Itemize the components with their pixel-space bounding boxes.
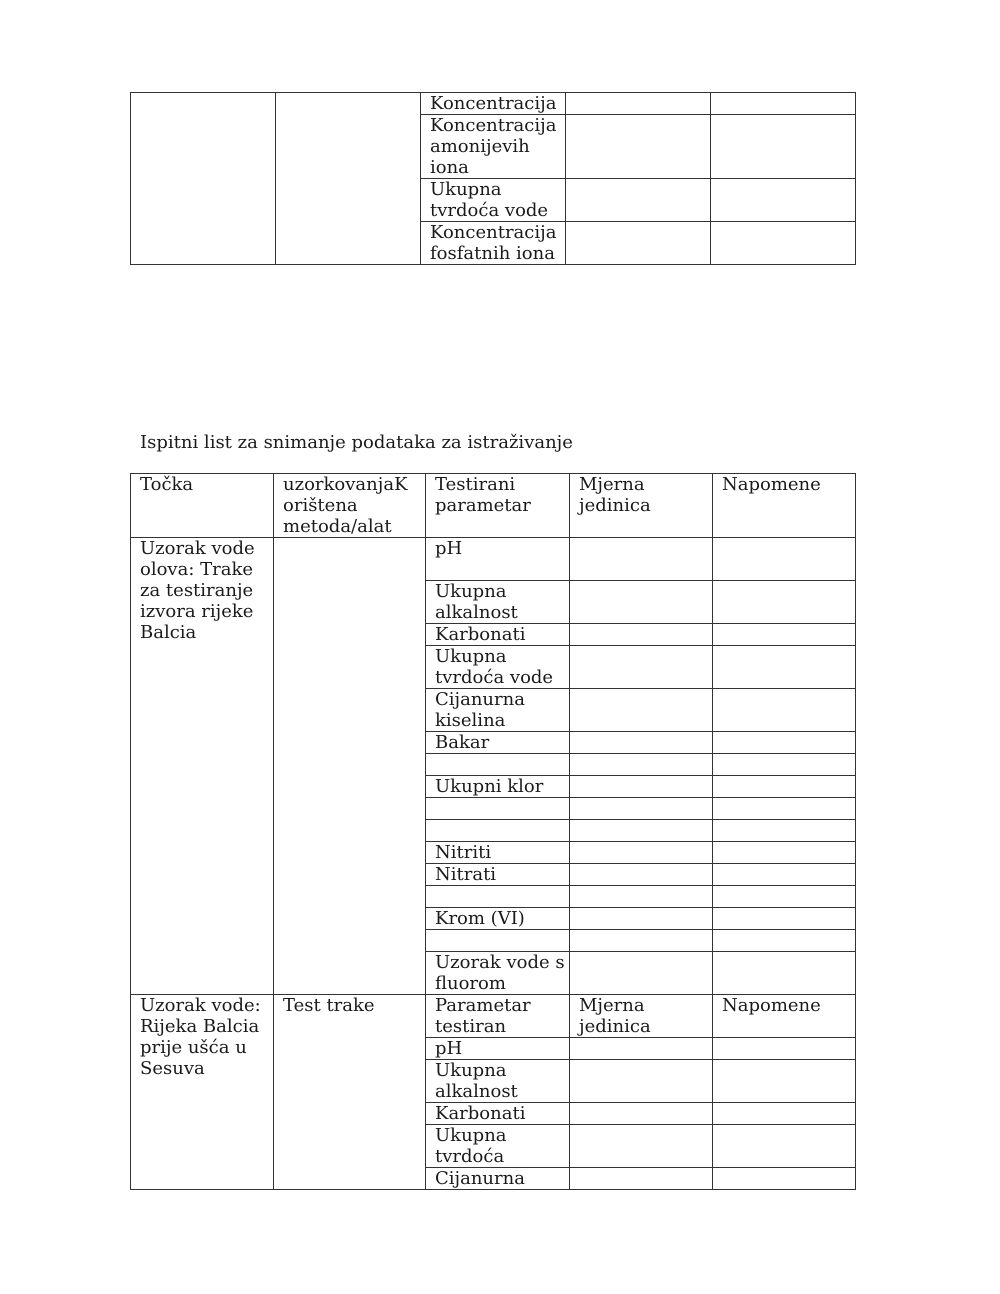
table-cell [570, 646, 713, 689]
sample-point-cell: Uzorak vode olova: Trake za testiranje izvora rijeke Balcia [131, 538, 274, 995]
table-cell [566, 115, 711, 179]
table-cell [713, 1060, 856, 1103]
parameter-cell: Ukupna alkalnost [426, 581, 570, 624]
table-cell [570, 624, 713, 646]
section-title: Ispitni list za snimanje podataka za istraživanje [140, 432, 573, 453]
table-cell [570, 1125, 713, 1168]
table-cell [711, 222, 856, 265]
parameter-cell: Nitriti [426, 842, 570, 864]
column-header: Napomene [713, 474, 856, 538]
table-row [131, 538, 856, 581]
parameter-cell [426, 798, 570, 820]
table-cell [713, 908, 856, 930]
column-header: Točka [131, 474, 274, 538]
column-header: Testirani parametar [426, 474, 570, 538]
table-cell [713, 820, 856, 842]
subheader-cell: Parametar testiran [426, 995, 570, 1038]
table-cell [566, 222, 711, 265]
parameter-cell: Bakar [426, 732, 570, 754]
table-cell [711, 115, 856, 179]
parameter-cell [426, 886, 570, 908]
table-cell [713, 798, 856, 820]
table-cell [570, 1103, 713, 1125]
table-top [130, 92, 856, 265]
table-cell [713, 689, 856, 732]
parameter-cell: Ukupna tvrdoća [426, 1125, 570, 1168]
table-cell [570, 1060, 713, 1103]
table-cell [570, 930, 713, 952]
table-cell [713, 864, 856, 886]
table-cell [570, 1038, 713, 1060]
table-cell [570, 886, 713, 908]
parameter-cell: Nitrati [426, 864, 570, 886]
sample-point-cell: Uzorak vode: Rijeka Balcia prije ušća u Sesuva [131, 995, 274, 1190]
column-header: Mjerna jedinica [570, 474, 713, 538]
table-cell [566, 179, 711, 222]
parameter-cell: pH [426, 1038, 570, 1060]
table-cell [570, 581, 713, 624]
table-cell: Ukupna tvrdoća vode [421, 179, 566, 222]
method-cell [274, 538, 426, 995]
column-header: uzorkovanjaK orištena metoda/alat [274, 474, 426, 538]
table-cell [276, 93, 421, 265]
table-row [131, 93, 856, 115]
table-cell [131, 93, 276, 265]
parameter-cell: pH [426, 538, 570, 581]
table-cell [570, 776, 713, 798]
table-cell [570, 754, 713, 776]
table-cell [713, 624, 856, 646]
table-cell [570, 842, 713, 864]
table-cell [713, 776, 856, 798]
table-cell [566, 93, 711, 115]
table-cell: Koncentracija amonijevih iona [421, 115, 566, 179]
parameter-cell [426, 930, 570, 952]
parameter-cell [426, 754, 570, 776]
table-cell [713, 1103, 856, 1125]
parameter-cell: Ukupna tvrdoća vode [426, 646, 570, 689]
table-cell [713, 1168, 856, 1190]
table-cell [713, 842, 856, 864]
table-cell: Koncentracija fosfatnih iona [421, 222, 566, 265]
parameter-cell: Krom (VI) [426, 908, 570, 930]
table-cell [570, 538, 713, 581]
table-cell [713, 732, 856, 754]
table-cell [713, 581, 856, 624]
table-cell: Koncentracija [421, 93, 566, 115]
table-cell [713, 1125, 856, 1168]
table-cell [570, 798, 713, 820]
table-cell [713, 952, 856, 995]
table-cell [713, 538, 856, 581]
table-cell [711, 179, 856, 222]
table-cell [713, 646, 856, 689]
table-row [131, 995, 856, 1038]
parameter-cell: Ukupna alkalnost [426, 1060, 570, 1103]
parameter-cell: Karbonati [426, 1103, 570, 1125]
table-cell [713, 886, 856, 908]
table-header-row [131, 474, 856, 538]
table-cell [713, 754, 856, 776]
table-cell [570, 952, 713, 995]
table-cell [570, 732, 713, 754]
table-cell [570, 689, 713, 732]
table-cell [711, 93, 856, 115]
method-cell: Test trake [274, 995, 426, 1190]
parameter-cell: Karbonati [426, 624, 570, 646]
parameter-cell [426, 820, 570, 842]
parameter-cell: Cijanurna [426, 1168, 570, 1190]
table-cell [570, 864, 713, 886]
table-cell [570, 820, 713, 842]
parameter-cell: Ukupni klor [426, 776, 570, 798]
table-cell [570, 1168, 713, 1190]
parameter-cell: Uzorak vode s fluorom [426, 952, 570, 995]
table-main [130, 473, 856, 1190]
parameter-cell: Cijanurna kiselina [426, 689, 570, 732]
subheader-cell: Napomene [713, 995, 856, 1038]
subheader-cell: Mjerna jedinica [570, 995, 713, 1038]
table-cell [713, 1038, 856, 1060]
table-cell [570, 908, 713, 930]
table-cell [713, 930, 856, 952]
